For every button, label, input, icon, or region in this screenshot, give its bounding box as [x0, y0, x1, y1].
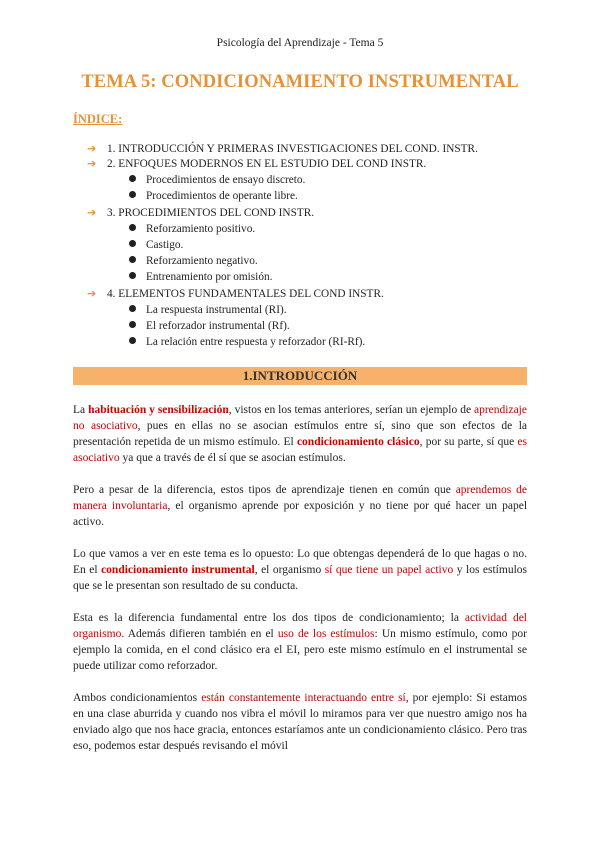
text-run: , por ejemplo: Si estamos en una clase aburrida y cuando nos vibra el móvil lo miramos para ver que nuestro amigo nos ha enviado algo que nos hace gracia, entonces estaríamos ante un condicionamiento clásico. Pero tras eso, podemos estar después revisando el móvil [73, 692, 527, 753]
section-heading: 1.INTRODUCCIÓN [73, 367, 527, 385]
bullet-dot-icon [129, 240, 136, 247]
highlight-term: uso de los estímulos [277, 628, 375, 641]
toc-subitem [129, 174, 305, 186]
toc-subitem [129, 223, 255, 235]
text-run: ya que a través de él sí que se asocian estímulos. [119, 452, 346, 465]
highlight-term: condicionamiento instrumental [101, 564, 255, 577]
toc-item-label: 1. INTRODUCCIÓN Y PRIMERAS INVESTIGACIONES DEL COND. INSTR. [107, 143, 478, 155]
bullet-dot-icon [129, 321, 136, 328]
highlight-term: sí que tiene un papel activo [324, 564, 454, 577]
toc-subitem [129, 190, 298, 202]
toc-subitem-label: Reforzamiento positivo. [146, 223, 256, 235]
toc-subitem-label: Procedimientos de ensayo discreto. [146, 174, 306, 186]
highlight-term: aprendemos de manera involuntaria [73, 484, 527, 513]
toc-item-4 [87, 287, 384, 300]
toc-subitem-label: Reforzamiento negativo. [146, 255, 258, 267]
text-run: La [73, 404, 89, 416]
text-run: , vistos en los temas anteriores, serían un ejemplo de [228, 404, 474, 416]
text-run: : Un mismo estímulo, como por ejemplo la comida, en el cond clásico era el EI, pero este mismo estímulo en el instrumental se puede utilizar como reforzador. [73, 628, 527, 673]
bullet-dot-icon [129, 272, 136, 279]
toc-subitem-label: Procedimientos de operante libre. [146, 190, 298, 202]
bullet-dot-icon [129, 175, 136, 182]
paragraph-2 [73, 482, 527, 530]
text-run: . Además difieren también en el [121, 628, 278, 641]
paragraph-4 [73, 610, 527, 674]
text-run: , pues en ellas no se asocian estímulos entre sí, sino que son efectos de la presentación repetida de un mismo estímulo. El [73, 420, 528, 449]
text-run: y los estímulos que se le presentan son resultado de su conducta. [73, 564, 527, 593]
toc-subitem [129, 336, 365, 348]
text-run: , por su parte, sí que [419, 436, 518, 449]
highlight-term: es asociativo [73, 436, 527, 465]
toc-subitem [129, 255, 258, 267]
bullet-dot-icon [129, 305, 136, 312]
toc-subitem [129, 304, 287, 316]
toc-item-2 [87, 157, 426, 170]
arrow-right-icon: ➔ [87, 287, 97, 300]
text-run: , el organismo [254, 564, 325, 577]
running-header: Psicología del Aprendizaje - Tema 5 [216, 37, 384, 49]
toc-subitem-label: Castigo. [146, 239, 184, 251]
highlight-term: actividad del organismo [73, 612, 527, 641]
arrow-right-icon: ➔ [87, 206, 97, 219]
paragraph-5 [73, 690, 527, 754]
toc-subitem [129, 271, 272, 283]
index-label: ÍNDICE: [73, 112, 123, 126]
toc-subitem [129, 320, 290, 332]
paragraph-1 [73, 402, 527, 466]
arrow-right-icon: ➔ [87, 142, 97, 155]
toc-subitem [129, 239, 183, 251]
text-run: Pero a pesar de la diferencia, estos tipos de aprendizaje tienen en común que [73, 484, 456, 496]
highlight-term: condicionamiento clásico [296, 436, 420, 449]
toc-item-1 [87, 142, 478, 155]
toc-item-label: 2. ENFOQUES MODERNOS EN EL ESTUDIO DEL COND INSTR. [107, 158, 427, 170]
toc-subitem-label: Entrenamiento por omisión. [146, 271, 273, 283]
bullet-dot-icon [129, 256, 136, 263]
toc-subitem-label: La respuesta instrumental (RI). [146, 304, 287, 316]
arrow-right-icon: ➔ [87, 157, 97, 170]
paragraph-3 [73, 546, 527, 594]
highlight-term: habituación y sensibilización [88, 404, 229, 416]
toc-subitem-label: El reforzador instrumental (Rf). [146, 320, 290, 332]
text-run: Lo que vamos a ver en este tema es lo opuesto: Lo que obtengas dependerá de lo que hagas o no. En el [73, 548, 527, 577]
toc-item-3 [87, 206, 314, 219]
toc-subitem-label: La relación entre respuesta y reforzador (RI-Rf). [146, 336, 366, 348]
bullet-dot-icon [129, 224, 136, 231]
page-title: TEMA 5: CONDICIONAMIENTO INSTRUMENTAL [81, 72, 519, 92]
highlight-term: están constantemente interactuando entre sí [201, 692, 406, 704]
highlight-term: aprendizaje no asociativo [73, 404, 527, 433]
toc-item-label: 4. ELEMENTOS FUNDAMENTALES DEL COND INSTR. [107, 288, 384, 300]
text-run: Ambos condicionamientos [73, 692, 202, 704]
text-run: Esta es la diferencia fundamental entre los dos tipos de condicionamiento; la [73, 612, 465, 624]
toc-item-label: 3. PROCEDIMIENTOS DEL COND INSTR. [107, 207, 315, 219]
bullet-dot-icon [129, 191, 136, 198]
text-run: , el organismo aprende por exposición y no tiene por qué hacer un papel activo. [73, 500, 528, 529]
bullet-dot-icon [129, 337, 136, 344]
